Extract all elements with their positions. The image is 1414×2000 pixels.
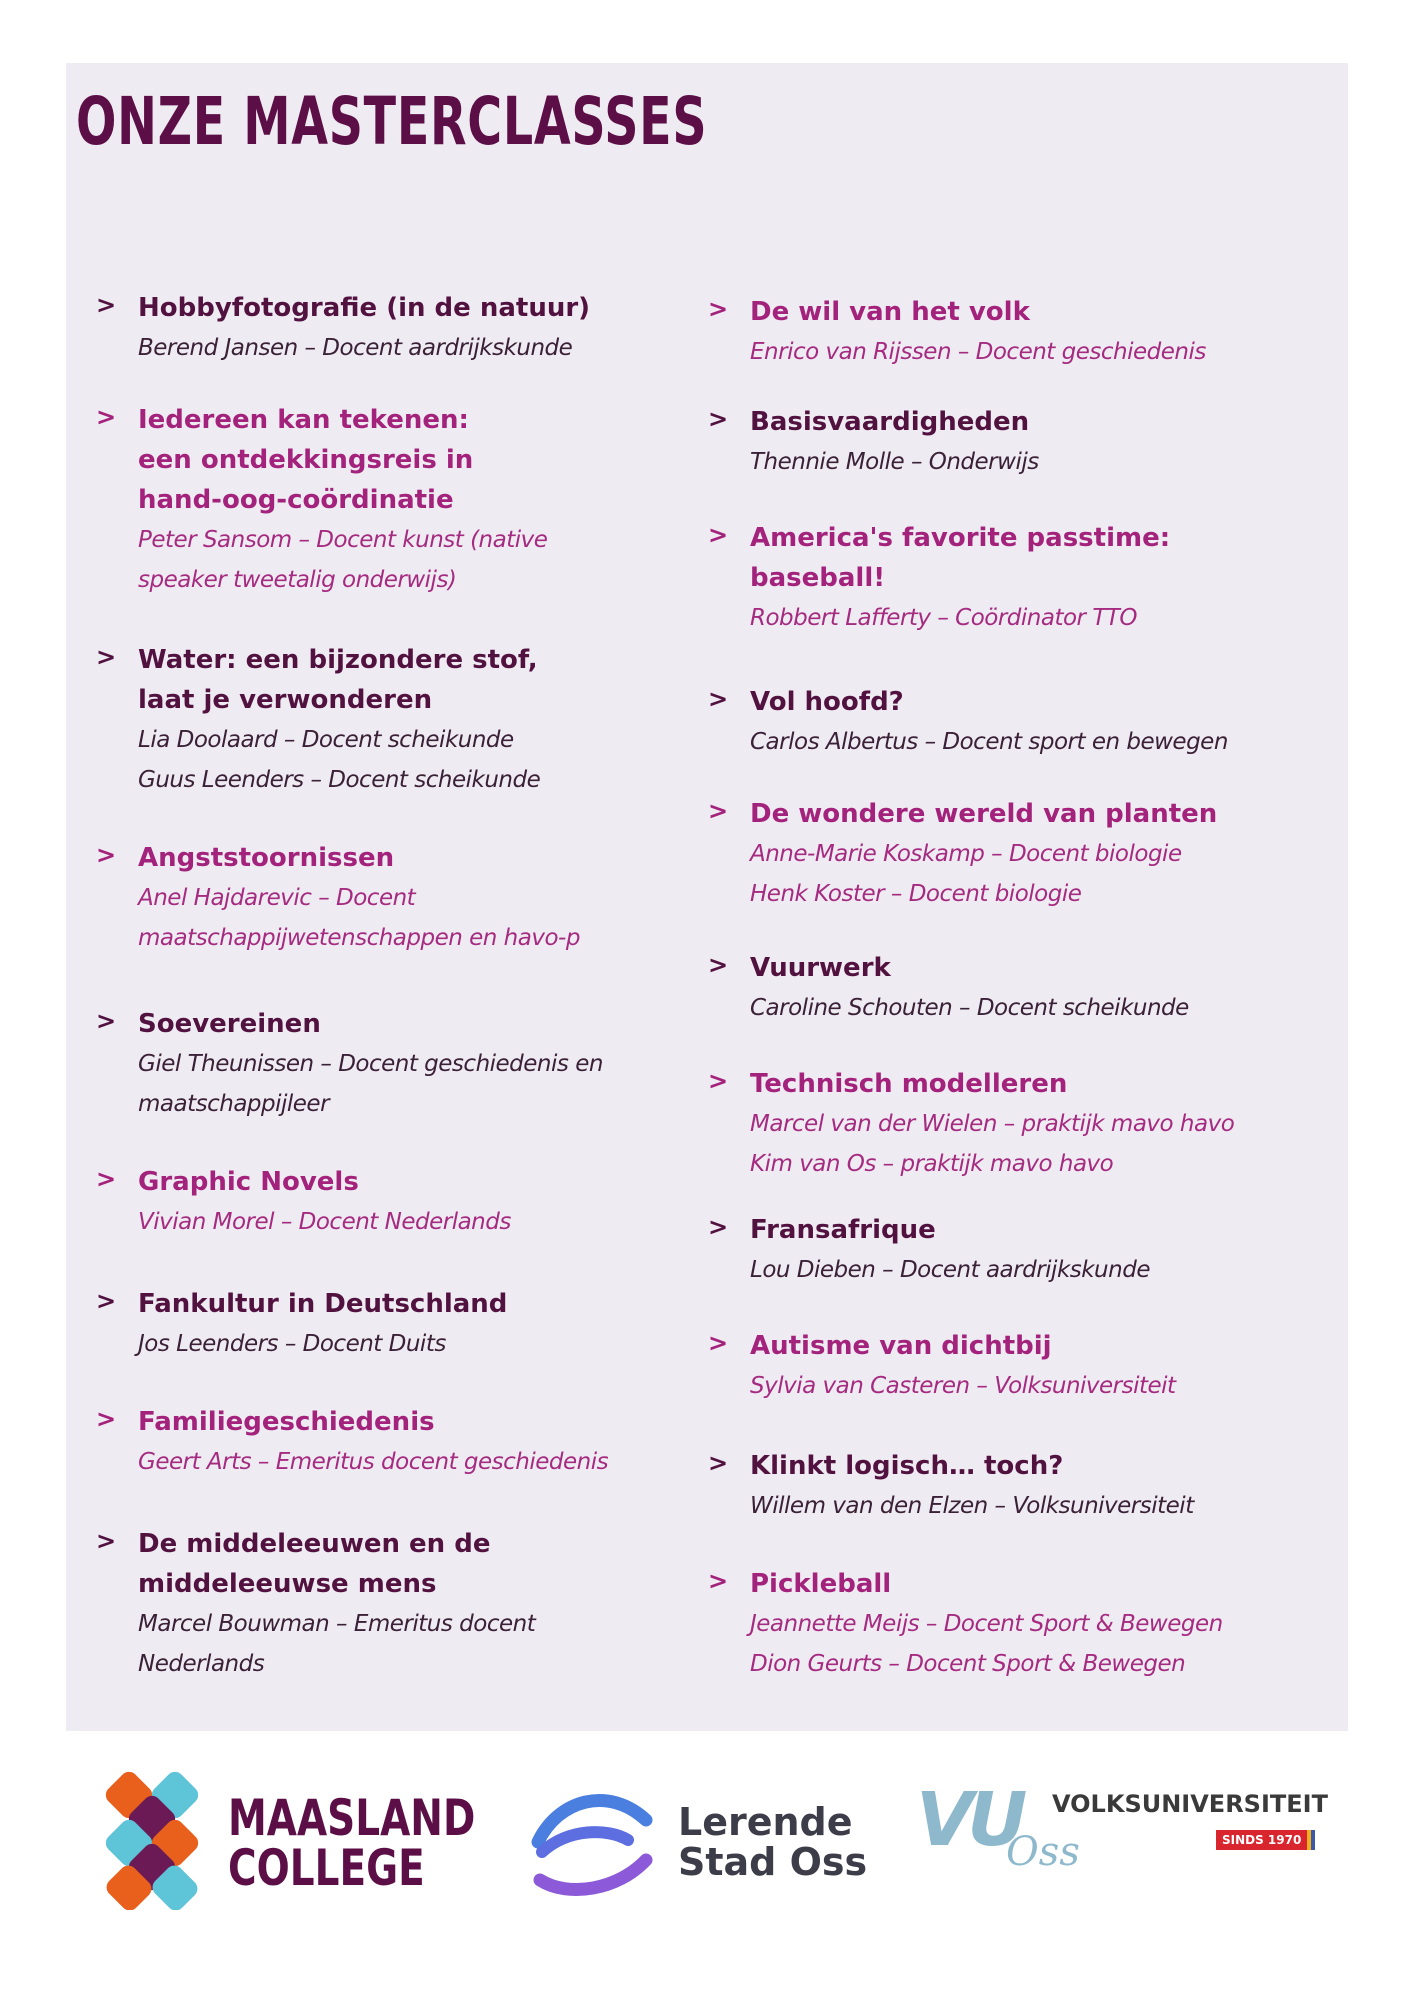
arrow-icon: >	[96, 643, 117, 671]
masterclass-item	[96, 640, 540, 800]
arrow-icon: >	[708, 521, 729, 549]
masterclass-title: Graphic Novels	[138, 1167, 359, 1197]
masterclass-title: De wil van het volk	[750, 297, 1030, 327]
masterclass-teacher: Carlos Albertus – Docent sport en bewegen	[750, 729, 1228, 755]
masterclass-teacher: Peter Sansom – Docent kunst (native	[138, 527, 548, 553]
masterclass-item	[708, 402, 1039, 482]
masterclass-teacher: Lia Doolaard – Docent scheikunde	[138, 727, 514, 753]
masterclass-title: Vuurwerk	[750, 953, 891, 983]
vu-stripe-icon	[1311, 1830, 1315, 1850]
masterclass-title: De middeleeuwen en de	[138, 1529, 491, 1559]
arrow-icon: >	[708, 1567, 729, 1595]
arrow-icon: >	[96, 1165, 117, 1193]
arrow-icon: >	[708, 295, 729, 323]
masterclass-item	[708, 1564, 1223, 1684]
lerende-swoosh-icon	[528, 1780, 658, 1900]
arrow-icon: >	[96, 403, 117, 431]
masterclass-teacher: maatschappijleer	[138, 1091, 330, 1117]
masterclass-item	[96, 838, 580, 958]
page-title: ONZE MASTERCLASSES	[76, 83, 708, 160]
masterclass-item	[96, 1524, 535, 1684]
vu-city: Oss	[1006, 1829, 1080, 1875]
masterclass-teacher: Henk Koster – Docent biologie	[750, 881, 1082, 907]
masterclass-item	[96, 1162, 511, 1242]
masterclass-item	[708, 518, 1170, 638]
masterclass-title: laat je verwonderen	[138, 685, 433, 715]
masterclass-item	[96, 1402, 608, 1482]
arrow-icon: >	[708, 1329, 729, 1357]
masterclass-item	[708, 1446, 1194, 1526]
masterclass-title: Hobbyfotografie (in de natuur)	[138, 293, 591, 323]
masterclass-title: Klinkt logisch… toch?	[750, 1451, 1064, 1481]
masterclass-title: Angststoornissen	[138, 843, 395, 873]
masterclass-title: Familiegeschiedenis	[138, 1407, 435, 1437]
masterclass-teacher: speaker tweetalig onderwijs)	[138, 567, 457, 593]
masterclass-teacher: Lou Dieben – Docent aardrijkskunde	[750, 1257, 1150, 1283]
vu-since: SINDS 1970	[1216, 1830, 1307, 1850]
masterclass-title: Soevereinen	[138, 1009, 321, 1039]
masterclass-teacher: Robbert Lafferty – Coördinator TTO	[750, 605, 1138, 631]
masterclass-title: Iedereen kan tekenen:	[138, 405, 469, 435]
masterclass-teacher: Anel Hajdarevic – Docent	[138, 885, 416, 911]
masterclass-item	[96, 1004, 603, 1124]
masterclass-title: Pickleball	[750, 1569, 892, 1599]
arrow-icon: >	[708, 797, 729, 825]
masterclass-teacher: Enrico van Rijssen – Docent geschiedenis	[750, 339, 1206, 365]
masterclass-teacher: Dion Geurts – Docent Sport & Bewegen	[750, 1651, 1186, 1677]
masterclass-item	[708, 1064, 1234, 1184]
masterclass-item	[708, 1326, 1176, 1406]
masterclass-title: America's favorite passtime:	[750, 523, 1171, 553]
masterclass-teacher: Marcel Bouwman – Emeritus docent	[138, 1611, 536, 1637]
masterclass-teacher: Kim van Os – praktijk mavo havo	[750, 1151, 1114, 1177]
vu-name: VOLKSUNIVERSITEIT	[1052, 1790, 1328, 1818]
masterclass-title: een ontdekkingsreis in	[138, 445, 474, 475]
arrow-icon: >	[96, 1287, 117, 1315]
arrow-icon: >	[708, 685, 729, 713]
arrow-icon: >	[96, 1405, 117, 1433]
maasland-college-logo	[104, 1768, 476, 1918]
masterclass-teacher: Nederlands	[138, 1651, 265, 1677]
masterclass-teacher: Vivian Morel – Docent Nederlands	[138, 1209, 511, 1235]
masterclass-title: baseball!	[750, 563, 886, 593]
masterclass-teacher: Berend Jansen – Docent aardrijkskunde	[138, 335, 573, 361]
arrow-icon: >	[96, 841, 117, 869]
masterclass-teacher: Thennie Molle – Onderwijs	[750, 449, 1039, 475]
masterclass-item	[96, 288, 590, 368]
masterclass-item	[96, 1284, 507, 1364]
masterclass-title: Vol hoofd?	[750, 687, 904, 717]
masterclass-teacher: Anne-Marie Koskamp – Docent biologie	[750, 841, 1182, 867]
maasland-line2: COLLEGE	[228, 1839, 425, 1897]
masterclass-title: De wondere wereld van planten	[750, 799, 1218, 829]
masterclass-teacher: Jos Leenders – Docent Duits	[138, 1331, 446, 1357]
masterclass-title: Basisvaardigheden	[750, 407, 1030, 437]
vu-since-badge	[1216, 1830, 1315, 1850]
masterclass-item	[96, 400, 547, 600]
masterclass-item	[708, 1210, 1150, 1290]
arrow-icon: >	[96, 1527, 117, 1555]
masterclass-title: Fankultur in Deutschland	[138, 1289, 508, 1319]
masterclass-teacher: Willem van den Elzen – Volksuniversiteit	[750, 1493, 1194, 1519]
arrow-icon: >	[708, 1213, 729, 1241]
masterclass-item	[708, 794, 1217, 914]
arrow-icon: >	[96, 1007, 117, 1035]
arrow-icon: >	[708, 405, 729, 433]
masterclass-teacher: Jeannette Meijs – Docent Sport & Bewegen	[750, 1611, 1223, 1637]
arrow-icon: >	[708, 1449, 729, 1477]
masterclass-title: hand-oog-coördinatie	[138, 485, 454, 515]
masterclass-teacher: Sylvia van Casteren – Volksuniversiteit	[750, 1373, 1176, 1399]
masterclass-teacher: Giel Theunissen – Docent geschiedenis en	[138, 1051, 603, 1077]
arrow-icon: >	[708, 951, 729, 979]
arrow-icon: >	[708, 1067, 729, 1095]
lerende-stad-oss-logo	[528, 1780, 868, 1910]
masterclass-item	[708, 948, 1189, 1028]
masterclass-teacher: Guus Leenders – Docent scheikunde	[138, 767, 541, 793]
vu-mark: VU	[916, 1777, 1022, 1863]
arrow-icon: >	[96, 291, 117, 319]
maasland-line1: MAASLAND	[228, 1789, 476, 1847]
masterclass-teacher: Marcel van der Wielen – praktijk mavo havo	[750, 1111, 1235, 1137]
masterclass-title: middeleeuwse mens	[138, 1569, 437, 1599]
masterclass-teacher: maatschappijwetenschappen en havo-p	[138, 925, 580, 951]
masterclass-title: Water: een bijzondere stof,	[138, 645, 538, 675]
lerende-line2: Stad Oss	[678, 1840, 868, 1884]
masterclass-title: Technisch modelleren	[750, 1069, 1068, 1099]
masterclass-teacher: Caroline Schouten – Docent scheikunde	[750, 995, 1189, 1021]
masterclass-item	[708, 682, 1228, 762]
masterclass-title: Fransafrique	[750, 1215, 936, 1245]
volksuniversiteit-logo	[916, 1777, 1328, 1906]
masterclass-teacher: Geert Arts – Emeritus docent geschiedenis	[138, 1449, 609, 1475]
masterclass-item	[708, 292, 1206, 372]
maasland-mark-icon	[104, 1770, 200, 1910]
masterclass-title: Autisme van dichtbij	[750, 1331, 1052, 1361]
lerende-line1: Lerende	[678, 1800, 853, 1844]
